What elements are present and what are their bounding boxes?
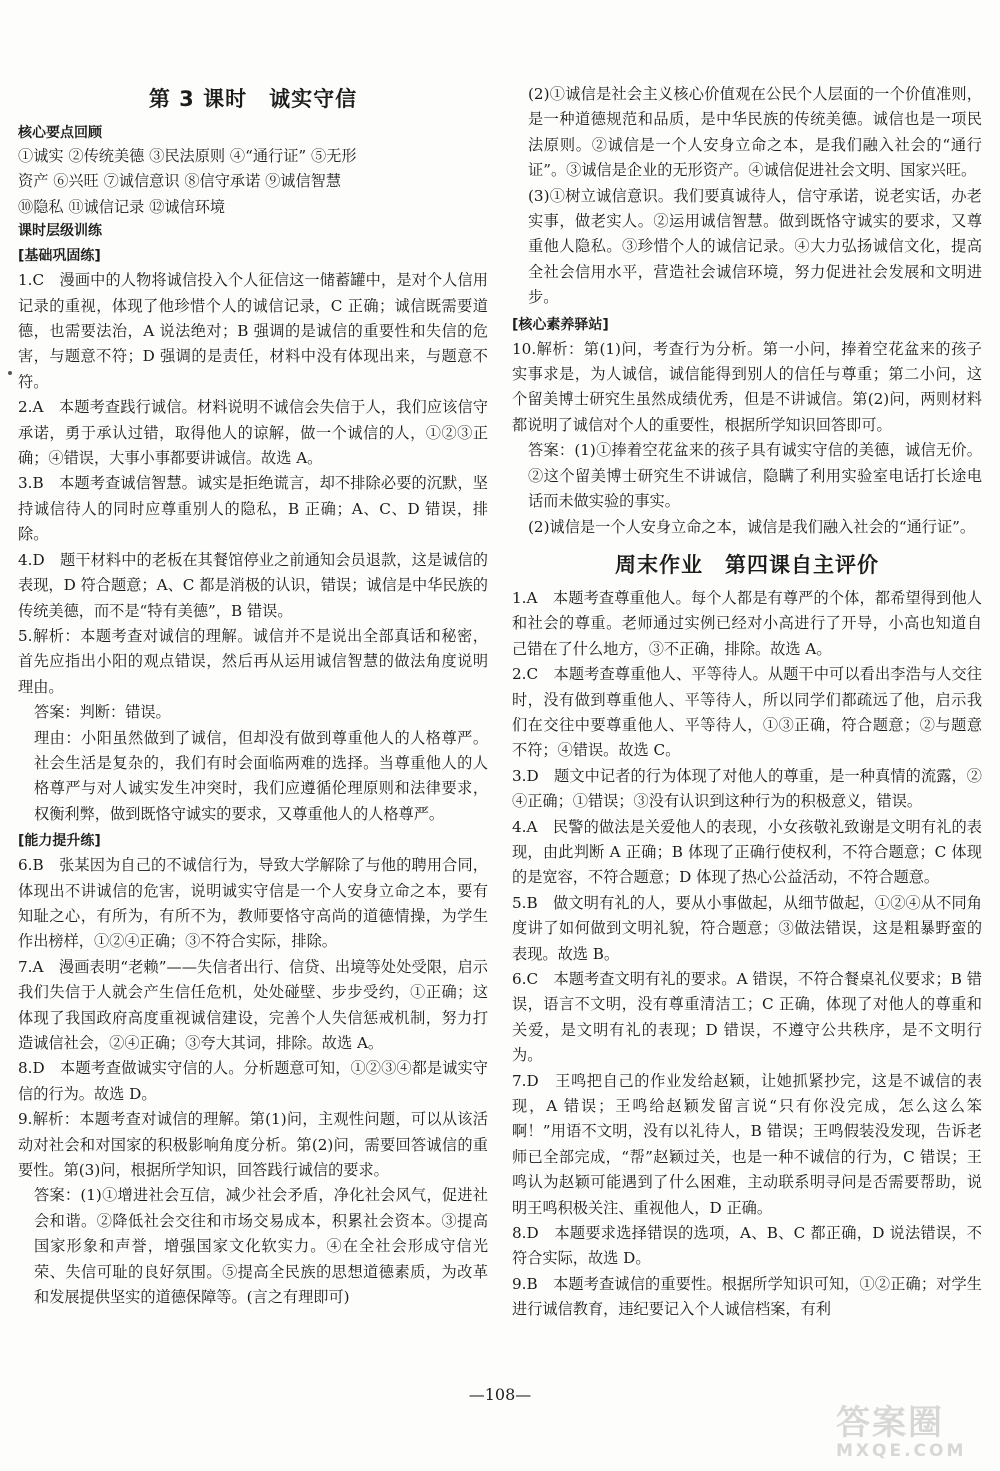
answer-paragraph: 9.解析：本题考查对诚信的理解。第(1)问，主观性问题，可以从该活动对社会和对国家的积极影响角度分析。第(2)问，需要回答诚信的重要性。第(3)问，根据所学知识，回答践行诚信的要求。	[18, 1110, 488, 1180]
answer-paragraph: 8.D 本题考查做诚实守信的人。分析题意可知，①②③④都是诚实守信的行为。故选 D。	[18, 1059, 488, 1103]
lesson-title: 第 3 课时 诚实守信	[148, 87, 358, 111]
review-list	[18, 144, 488, 220]
answer-paragraph: 5.解析：本题考查对诚信的理解。诚信并不是说出全部真话和秘密，首先应指出小阳的观点错误，然后再从运用诚信智慧的做法角度说明理由。	[18, 626, 488, 696]
left-column	[18, 82, 488, 1310]
answer-paragraph: 6.C 本题考查文明有礼的要求。A 错误，不符合餐桌礼仪要求；B 错误，语言不文明，没有尊重清洁工；C 正确，体现了对他人的尊重和关爱，是文明有礼的表现；D 错误，不遵守公共秩序，是不文明行为。	[512, 970, 982, 1065]
weekend-title: 周末作业 第四课自主评价	[615, 552, 879, 577]
watermark-top: 答案圈	[836, 1403, 944, 1443]
answer-paragraph: 3.B 本题考查诚信智慧。诚实是拒绝谎言，却不排除必要的沉默，坚持诚信待人的同时应尊重别人的隐私，B 正确；A、C、D 错误，排除。	[18, 474, 488, 544]
answer-paragraph: 4.A 民警的做法是关爱他人的表现，小女孩敬礼致谢是文明有礼的表现，由此判断 A 正确；B 体现了正确行使权利，不符合题意；C 体现的是宽容，不符合题意；D 体现了热心公益活动，不符合题意。	[512, 817, 982, 887]
core-label: [核心素养驿站]	[512, 316, 609, 333]
answer-paragraph: 答案：判断：错误。	[34, 703, 171, 722]
answer-paragraph: 答案：(1)①捧着空花盆来的孩子具有诚实守信的美德，诚信无价。②这个留美博士研究生不讲诚信，隐瞒了利用实验室电话打长途电话而未做实验的事实。	[528, 441, 982, 511]
basic-answers	[18, 268, 488, 827]
answer-paragraph: 7.A 漫画表明“老赖”——失信者出行、信贷、出境等处处受限，启示我们失信于人就会产生信任危机，处处碰壁、步步受约，①正确；这体现了我国政府高度重视诚信建设，完善个人失信惩戒机制，努力打造诚信社会，②④正确；③夸大其词，排除。故选 A。	[18, 957, 488, 1052]
answer-paragraph: 3.D 题文中记者的行为体现了对他人的尊重，是一种真情的流露，②④正确；①错误；③没有认识到这种行为的积极意义，错误。	[512, 766, 982, 811]
watermark	[836, 1405, 986, 1463]
watermark-bottom: MXQE.COM	[836, 1441, 967, 1461]
answer-paragraph: (3)①树立诚信意识。我们要真诚待人，信守承诺，说老实话，办老实事，做老实人。②运用诚信智慧。做到既恪守诚实的要求，又尊重他人隐私。③珍惜个人的诚信记录。④大力弘扬诚信文化，提高全社会信用水平，营造社会诚信环境，努力促进社会发展和文明进步。	[528, 186, 982, 307]
answer-paragraph: 4.D 题干材料中的老板在其餐馆停业之前通知会员退款，这是诚信的表现，D 符合题意；A、C 都是消极的认识，错误；诚信是中华民族的传统美德，而不是“特有美德”，B 错误。	[18, 550, 488, 620]
answer-paragraph: 7.D 王鸣把自己的作业发给赵颖，让她抓紧抄完，这是不诚信的表现，A 错误；王鸣给赵颖发留言说“只有你没完成，怎么这么笨啊！”用语不文明，没有以礼待人，B 错误；王鸣假装没发现，告诉老师已全部完成，“帮”赵颖过关，也是一种不诚信的行为，C 错误；王鸣认为赵颖可能遇到了什么困难，主动联系明寻问是否需要帮助，说明王鸣积极关注、重视他人，D 正确。	[512, 1071, 982, 1217]
answer-paragraph: 6.B 张某因为自己的不诚信行为，导致大学解除了与他的聘用合同，体现出不讲诚信的危害，说明诚实守信是一个人安身立命之本，要有知耻之心，有所为，有所不为，教师要恪守高尚的道德情操，为学生作出榜样，①②④正确；③不符合实际，排除。	[18, 856, 488, 951]
review-line: ⑩隐私 ⑪诚信记录 ⑫诚信环境	[18, 197, 226, 216]
answer-paragraph: 答案：(1)①增进社会互信，减少社会矛盾，净化社会风气，促进社会和谐。②降低社会交往和市场交易成本，积累社会资本。③提高国家形象和声誉，增强国家文化软实力。④在全社会形成守信光荣、失信可耻的良好氛围。⑤提高全民族的思想道德素质，为改革和发展提供坚实的道德保障等。(言之有理即可)	[34, 1186, 488, 1307]
answer-paragraph: 1.A 本题考查尊重他人。每个人都是有尊严的个体，都希望得到他人和社会的尊重。老师通过实例已经对小高进行了开导，小高也知道自己错在了什么地方，③不正确，排除。故选 A。	[512, 588, 982, 658]
answer-paragraph: 2.C 本题考查尊重他人、平等待人。从题干中可以看出李浩与人交往时，没有做到尊重他人、平等待人，所以同学们都疏远了他，启示我们在交往中要尊重他人、平等待人，①③正确，符合题意；②与题意不符；④错误。故选 C。	[512, 665, 982, 760]
review-heading: 核心要点回顾	[18, 125, 102, 141]
answer-paragraph: 10.解析：第(1)问，考查行为分析。第一小问，捧着空花盆来的孩子实事求是，为人诚信，诚信能得到别人的信任与尊重；第二小问，这个留美博士研究生虽然成绩优秀，但是不讲诚信。第(2)问，两则材料都说明了诚信对个人的重要性，根据所学知识回答即可。	[512, 339, 982, 434]
review-line: ①诚实 ②传统美德 ③民法原则 ④“通行证” ⑤无形	[18, 147, 357, 165]
basic-label: [基础巩固练]	[18, 248, 101, 265]
answer-paragraph: 理由：小阳虽然做到了诚信，但却没有做到尊重他人的人格尊严。社会生活是复杂的，我们有时会面临两难的选择。当尊重他人的人格尊严与对人诚实发生冲突时，我们应遵循伦理原则和法律要求，权衡利弊，做到既恪守诚实的要求，又尊重他人的人格尊严。	[34, 728, 488, 823]
answer-paragraph: (2)①诚信是社会主义核心价值观在公民个人层面的一个价值准则，是一种道德规范和品质，是中华民族的传统美德。诚信也是一项民法原则。②诚信是一个人安身立命之本，是我们融入社会的“通行证”。③诚信是企业的无形资产。④诚信促进社会文明、国家兴旺。	[528, 85, 982, 180]
page-number: —108—	[468, 1385, 532, 1404]
continued-answers	[512, 82, 982, 311]
answer-paragraph: 1.C 漫画中的人物将诚信投入个人征信这一储蓄罐中，是对个人信用记录的重视，体现了他珍惜个人的诚信记录，C 正确；诚信既需要道德，也需要法治，A 说法绝对；B 强调的是诚信的重要性和失信的危害，与题意不符；D 强调的是责任，材料中没有体现出来，与题意不符。	[18, 271, 488, 391]
practice-heading: 课时层级训练	[18, 223, 102, 240]
ability-answers	[18, 853, 488, 1310]
ability-label: [能力提升练]	[18, 833, 101, 850]
margin-dot	[8, 371, 12, 375]
answer-paragraph: 5.B 做文明有礼的人，要从小事做起，从细节做起，①②④从不同角度讲了如何做到文明礼貌，符合题意；③做法错误，这是粗暴野蛮的表现。故选 B。	[512, 893, 982, 963]
right-column	[512, 82, 982, 1323]
review-line: 资产 ⑥兴旺 ⑦诚信意识 ⑧信守承诺 ⑨诚信智慧	[18, 172, 342, 191]
answer-paragraph: (2)诚信是一个人安身立命之本，诚信是我们融入社会的“通行证”。	[528, 517, 976, 536]
weekend-answers	[512, 586, 982, 1323]
answer-paragraph: 8.D 本题要求选择错误的选项，A、B、C 都正确，D 说法错误，不符合实际，故选 D。	[512, 1224, 982, 1268]
core-answers	[512, 337, 982, 540]
answer-paragraph: 2.A 本题考查践行诚信。材料说明不诚信会失信于人，我们应该信守承诺，勇于承认过错，取得他人的谅解，做一个诚信的人，①②③正确；④错误，大事小事都要讲诚信。故选 A。	[18, 398, 488, 468]
answer-paragraph: 9.B 本题考查诚信的重要性。根据所学知识可知，①②正确；对学生进行诚信教育，违纪要记入个人诚信档案，有利	[512, 1274, 982, 1319]
